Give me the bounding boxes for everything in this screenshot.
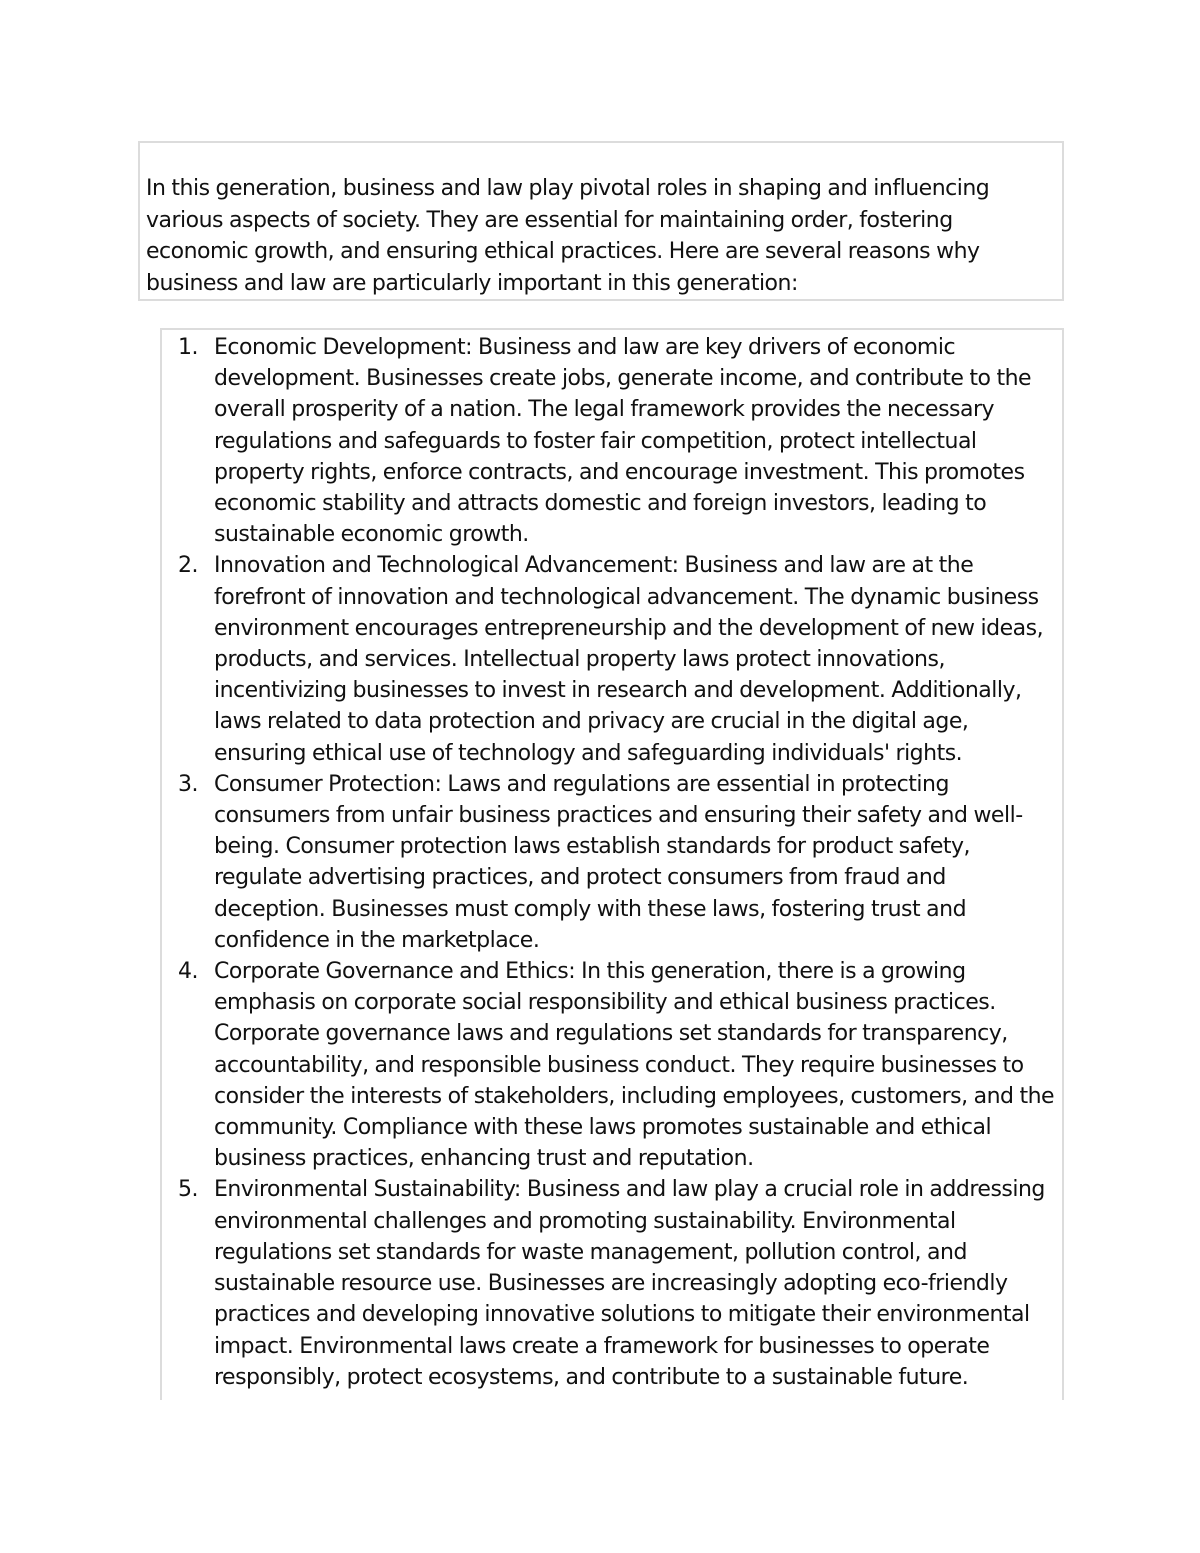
list-item-text: Economic Development: Business and law are key drivers of economic development. Businesses create jobs, generate income, and contribute to the overall prosperity of a nation. The legal framework provides the necessary regulations and safeguards to foster fair competition, protect intellectual property rights, enforce contracts, and encourage investment. This promotes economic stability and attracts domestic and foreign investors, leading to sustainable economic growth. — [214, 335, 1032, 548]
list-item-text: Environmental Sustainability: Business and law play a crucial role in addressing environmental challenges and promoting sustainability. Environmental regulations set standards for waste management, pollution control, and sustainable resource use. Businesses are increasingly adopting eco-friendly practices and developing innovative solutions to mitigate their environmental impact. Environmental laws create a framework for businesses to operate responsibly, protect ecosystems, and contribute to a sustainable future. — [214, 1177, 1045, 1390]
list-item-text: Innovation and Technological Advancement: Business and law are at the forefront of innovation and technological advancement. The dynamic business environment encourages entrepreneurship and the development of new ideas, products, and services. Intellectual property laws protect innovations, incentivizing businesses to invest in research and development. Additionally, laws related to data protection and privacy are crucial in the digital age, ensuring ethical use of technology and safeguarding individuals' rights. — [214, 553, 1044, 766]
list-item-text: Corporate Governance and Ethics: In this generation, there is a growing emphasis on corporate social responsibility and ethical business practices. Corporate governance laws and regulations set standards for transparency, accountability, and responsible business conduct. They require businesses to consider the interests of stakeholders, including employees, customers, and the community. Compliance with these laws promotes sustainable and ethical business practices, enhancing trust and reputation. — [214, 959, 1055, 1172]
list-item — [162, 956, 1062, 1174]
list-item-text: Consumer Protection: Laws and regulations are essential in protecting consumers from unfair business practices and ensuring their safety and well-being. Consumer protection laws establish standards for product safety, regulate advertising practices, and protect consumers from fraud and deception. Businesses must comply with these laws, fostering trust and confidence in the marketplace. — [214, 771, 1023, 953]
list-item — [162, 550, 1062, 768]
list-item-number: 2. — [178, 553, 198, 579]
reasons-list — [162, 332, 1062, 1393]
intro-box — [138, 141, 1064, 301]
list-item-number: 3. — [178, 771, 198, 797]
list-item-number: 1. — [178, 335, 198, 360]
reasons-list-box — [160, 328, 1064, 1400]
list-item — [162, 769, 1062, 956]
list-item — [162, 1174, 1062, 1392]
intro-paragraph: In this generation, business and law play pivotal roles in shaping and influencing various aspects of society. They are essential for maintaining order, fostering economic growth, and ensuring ethical practices. Here are several reasons why business and law are particularly important in this generation: — [146, 176, 990, 296]
list-item — [162, 332, 1062, 550]
list-item-number: 4. — [178, 959, 198, 985]
list-item-number: 5. — [178, 1177, 198, 1203]
